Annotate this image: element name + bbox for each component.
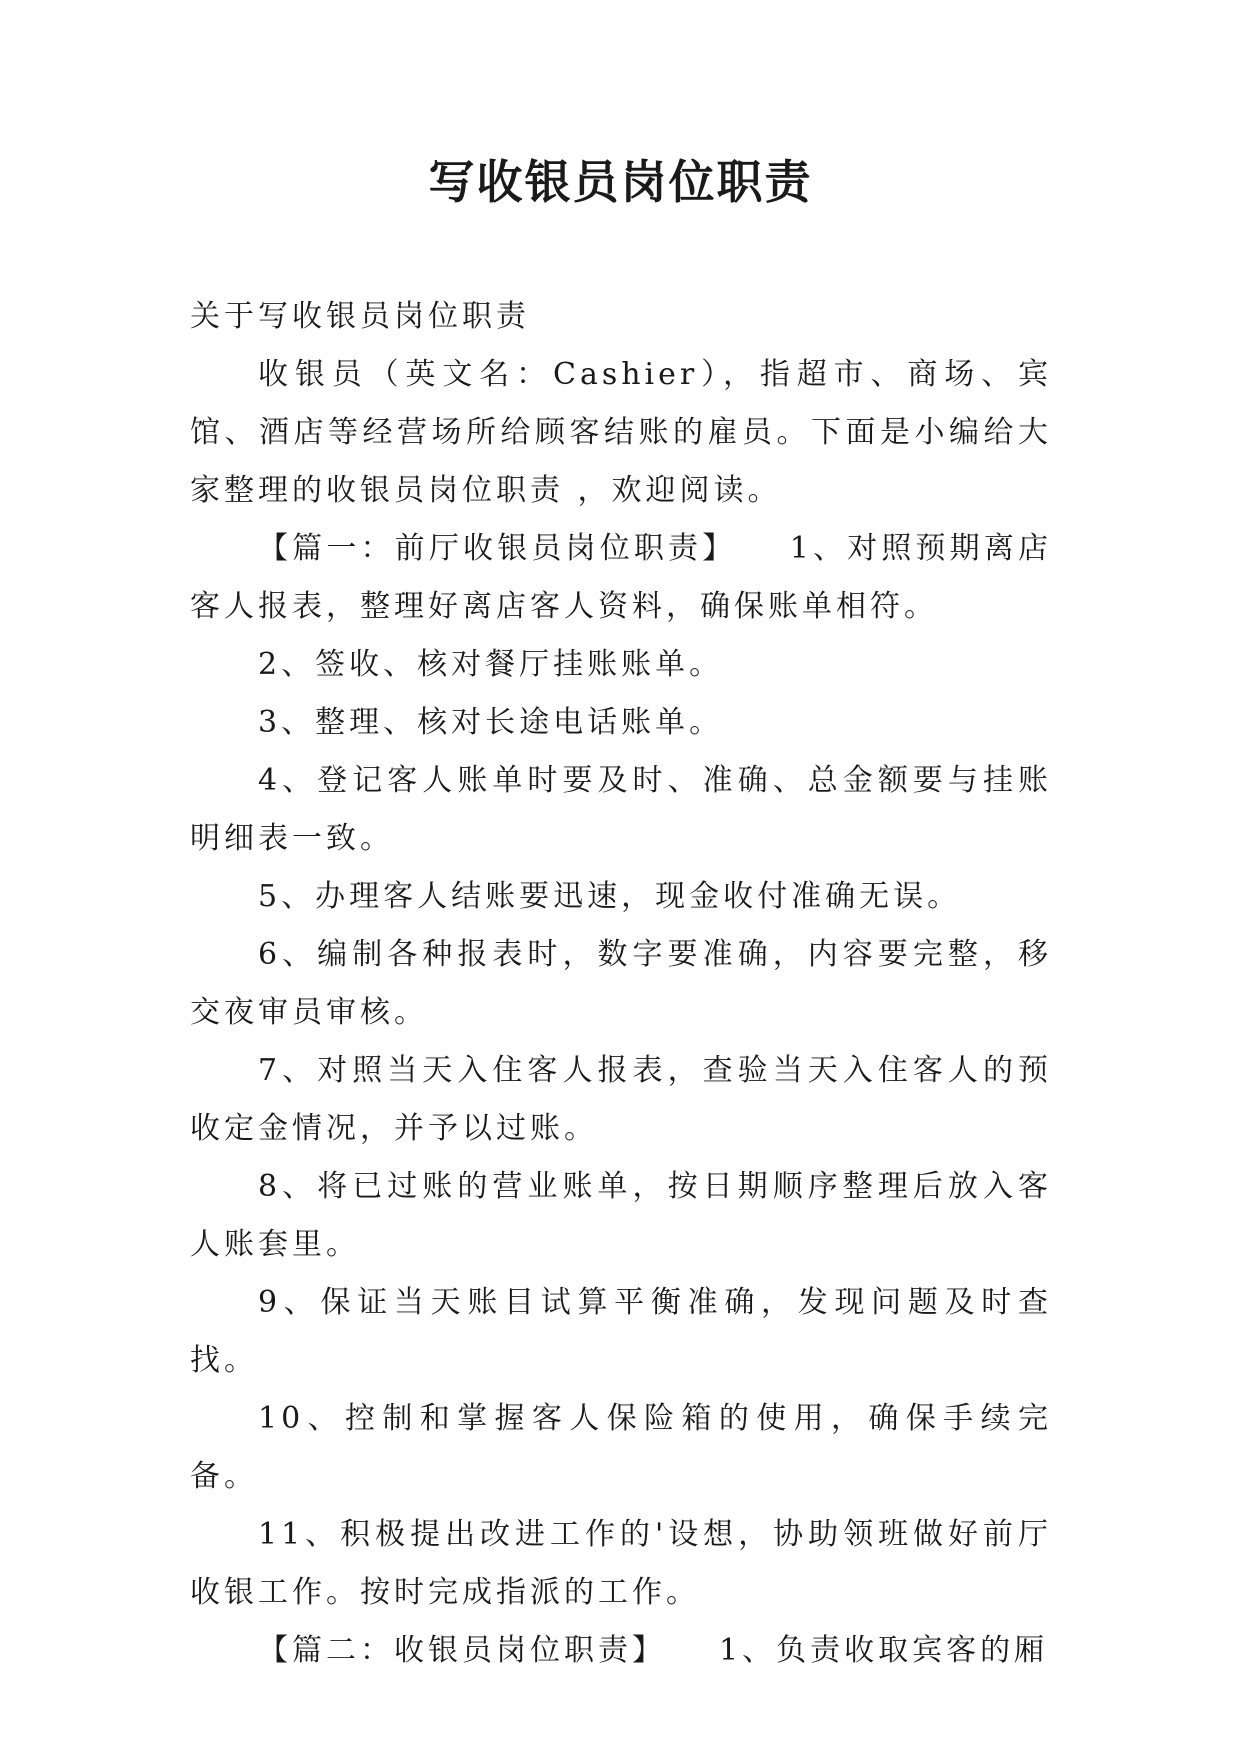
- document-body: [190, 288, 1052, 1680]
- paragraph-intro-heading: 关于写收银员岗位职责: [190, 299, 530, 334]
- paragraph-item-2: 2、签收、核对餐厅挂账账单。: [258, 647, 724, 682]
- paragraph-item-8: 8、将已过账的营业账单，按日期顺序整理后放入客人账套里。: [190, 1169, 1052, 1262]
- paragraph-item-6: 6、编制各种报表时，数字要准确，内容要完整，移交夜审员审核。: [190, 937, 1052, 1030]
- paragraph-section-two-item-1: 【篇二：收银员岗位职责】 1、负责收取宾客的厢: [258, 1633, 1049, 1668]
- paragraph-item-11: 11、积极提出改进工作的'设想，协助领班做好前厅收银工作。按时完成指派的工作。: [190, 1517, 1052, 1610]
- paragraph-item-5: 5、办理客人结账要迅速，现金收付准确无误。: [258, 879, 962, 914]
- paragraph-item-9: 9、保证当天账目试算平衡准确，发现问题及时查找。: [190, 1285, 1052, 1378]
- paragraph-item-4: 4、登记客人账单时要及时、准确、总金额要与挂账明细表一致。: [190, 763, 1052, 856]
- paragraph-item-10: 10、控制和掌握客人保险箱的使用，确保手续完备。: [190, 1401, 1052, 1494]
- paragraph-item-3: 3、整理、核对长途电话账单。: [258, 705, 724, 740]
- document-title: 写收银员岗位职责: [428, 155, 813, 209]
- paragraph-definition: 收银员（英文名：Cashier），指超市、商场、宾馆、酒店等经营场所给顾客结账的雇员。下面是小编给大家整理的收银员岗位职责 ，欢迎阅读。: [190, 357, 1052, 508]
- paragraph-section-one-item-1: 【篇一：前厅收银员岗位职责】 1、对照预期离店客人报表，整理好离店客人资料，确保账单相符。: [190, 531, 1052, 624]
- paragraph-item-7: 7、对照当天入住客人报表，查验当天入住客人的预收定金情况，并予以过账。: [190, 1053, 1052, 1146]
